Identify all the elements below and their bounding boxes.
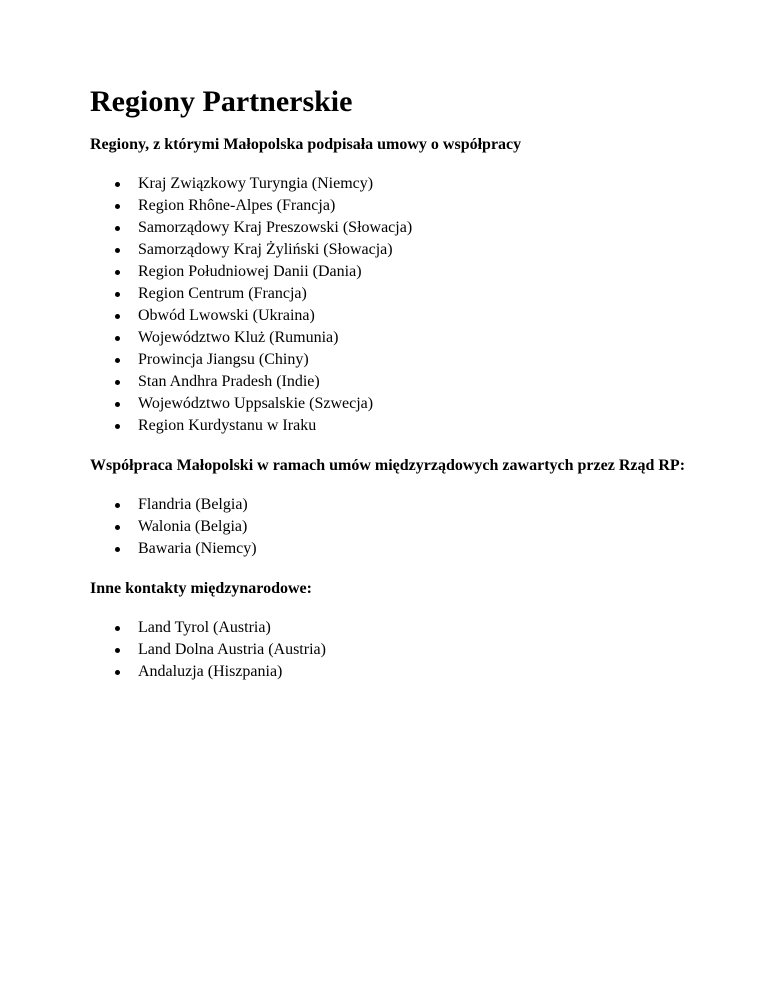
bullet-icon (115, 248, 120, 253)
list-item (138, 661, 690, 683)
list-item (138, 371, 690, 393)
document-page (90, 84, 690, 683)
bullet-icon (115, 626, 120, 631)
list-item-label: Samorządowy Kraj Żyliński (Słowacja) (138, 241, 393, 258)
bullet-icon (115, 182, 120, 187)
bullet-icon (115, 358, 120, 363)
list-item-label: Prowincja Jiangsu (Chiny) (138, 351, 309, 368)
bullet-icon (115, 670, 120, 675)
list-item-label: Samorządowy Kraj Preszowski (Słowacja) (138, 219, 413, 236)
list-item-label: Bawaria (Niemcy) (138, 540, 257, 557)
list-item-label: Województwo Kluż (Rumunia) (138, 329, 339, 346)
list-item (138, 217, 690, 239)
list-item-label: Land Dolna Austria (Austria) (138, 641, 326, 658)
list-item (138, 639, 690, 661)
section-heading: Inne kontakty międzynarodowe: (90, 580, 312, 597)
list-item-label: Flandria (Belgia) (138, 496, 248, 513)
list-item-label: Region Rhône-Alpes (Francja) (138, 197, 336, 214)
list-item-label: Kraj Związkowy Turyngia (Niemcy) (138, 175, 374, 192)
list-item-label: Region Południowej Danii (Dania) (138, 263, 362, 280)
bullet-icon (115, 380, 120, 385)
list-item (138, 327, 690, 349)
list-item (138, 283, 690, 305)
list-item (138, 305, 690, 327)
list-item-label: Stan Andhra Pradesh (Indie) (138, 373, 320, 390)
list-item (138, 538, 690, 560)
bullet-icon (115, 525, 120, 530)
list-item (138, 261, 690, 283)
list-item (138, 393, 690, 415)
list-item (138, 239, 690, 261)
bullet-icon (115, 314, 120, 319)
section-heading: Regiony, z którymi Małopolska podpisała umowy o współpracy (90, 136, 522, 153)
list-item (138, 494, 690, 516)
bullet-icon (115, 270, 120, 275)
list-item (138, 617, 690, 639)
list-item-label: Obwód Lwowski (Ukraina) (138, 307, 315, 324)
list-item-label: Region Centrum (Francja) (138, 285, 307, 302)
bullet-icon (115, 402, 120, 407)
bullet-icon (115, 226, 120, 231)
bullet-icon (115, 547, 120, 552)
list-item-label: Andaluzja (Hiszpania) (138, 663, 283, 680)
list-item-label: Land Tyrol (Austria) (138, 619, 271, 636)
bullet-icon (115, 292, 120, 297)
list-item (138, 349, 690, 371)
bullet-icon (115, 503, 120, 508)
list-item-label: Region Kurdystanu w Iraku (138, 417, 317, 434)
bullet-list (90, 494, 690, 560)
bullet-icon (115, 336, 120, 341)
list-item (138, 516, 690, 538)
list-item (138, 173, 690, 195)
bullet-list (90, 617, 690, 683)
bullet-icon (115, 424, 120, 429)
list-item (138, 195, 690, 217)
list-item (138, 415, 690, 437)
document-sections (90, 134, 690, 683)
list-item-label: Województwo Uppsalskie (Szwecja) (138, 395, 374, 412)
section-heading: Współpraca Małopolski w ramach umów międzyrządowych zawartych przez Rząd RP: (90, 457, 686, 474)
bullet-icon (115, 204, 120, 209)
bullet-list (90, 173, 690, 437)
list-item-label: Walonia (Belgia) (138, 518, 248, 535)
page-title: Regiony Partnerskie (90, 85, 353, 118)
bullet-icon (115, 648, 120, 653)
